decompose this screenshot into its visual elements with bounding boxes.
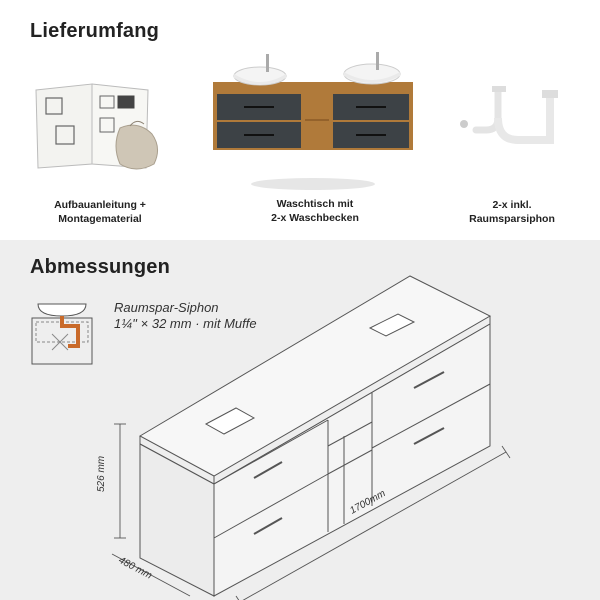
item-caption-siphon: 2-x inkl. Raumsparsiphon — [469, 199, 555, 225]
manual-illustration — [34, 82, 174, 172]
siphon-illustration — [456, 82, 576, 162]
siphon-spec: 1¼'' × 32 mm · mit Muffe — [114, 316, 257, 331]
vanity-illustration — [208, 46, 418, 196]
cabinet-drawing — [0, 240, 600, 600]
height-dimension: 526 mm — [96, 455, 107, 492]
item-caption-vanity: Waschtisch mit 2-x Waschbecken — [271, 198, 359, 224]
delivery-section — [0, 0, 600, 240]
delivery-title: Lieferumfang — [30, 20, 160, 42]
dimensions-title: Abmessungen — [30, 256, 171, 278]
depth-dimension: 480 mm — [116, 554, 154, 582]
siphon-title: Raumspar-Siphon — [114, 300, 219, 315]
item-caption-manual: Aufbauanleitung + Montagematerial — [54, 199, 146, 225]
width-dimension: 1700mm — [348, 488, 388, 517]
